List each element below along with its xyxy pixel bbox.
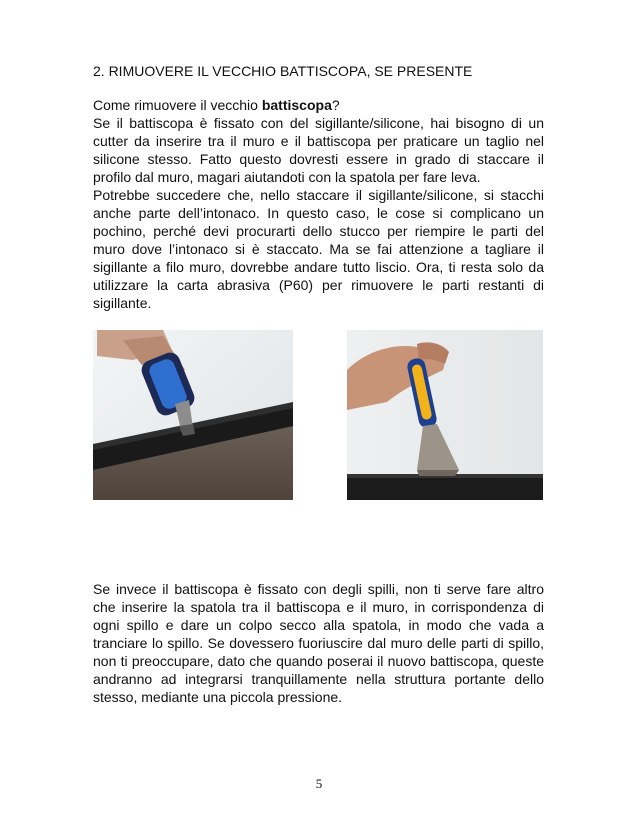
question-prefix: Come rimuovere il vecchio bbox=[93, 97, 262, 113]
paragraph-1: Se il battiscopa è fissato con del sigillante/silicone, hai bisogno di un cutter da inserire tra il muro e il battiscopa per praticare un taglio nel silicone stesso. Fatto questo dovresti essere in grado di staccare il profilo dal muro, magari aiutandoti con la spatola per fare leva. bbox=[93, 115, 544, 185]
body-text-bottom bbox=[93, 580, 544, 706]
paragraph-3: Se invece il battiscopa è fissato con degli spilli, non ti serve fare altro che inserire la spatola tra il battiscopa e il muro, in corrispondenza di ogni spillo e dare un colpo secco alla spatola, in modo che vada a tranciare lo spillo. Se dovessero fuoriuscire dal muro delle parti di spillo, non ti preoccupare, dato che quando poserai il nuovo battiscopa, queste andranno ad integrarsi tranquillamente nella struttura portante dello stesso, mediante una piccola pressione. bbox=[93, 581, 544, 705]
page-number: 5 bbox=[315, 776, 323, 791]
photo-cutter-illustration bbox=[93, 330, 293, 500]
photo-cutter bbox=[93, 330, 293, 500]
question-suffix: ? bbox=[331, 97, 340, 113]
section-heading: 2. RIMUOVERE IL VECCHIO BATTISCOPA, SE PRESENTE bbox=[93, 63, 473, 79]
photo-spatula-illustration bbox=[347, 330, 543, 500]
paragraph-2: Potrebbe succedere che, nello staccare il sigillante/silicone, si stacchi anche parte dell’intonaco. In questo caso, le cose si complicano un pochino, perché devi procurarti dello stucco per riempire le parti del muro dove l’intonaco si è staccato. Ma se fai attenzione a tagliare il sigillante a filo muro, dovrebbe andare tutto liscio. Ora, ti resta solo da utilizzare la carta abrasiva (P60) per rimuovere le parti restanti di sigillante. bbox=[93, 187, 544, 311]
body-text-top bbox=[93, 114, 544, 312]
question-bold: battiscopa bbox=[261, 97, 332, 113]
photo-spatula bbox=[347, 330, 543, 500]
question-line bbox=[93, 96, 340, 114]
